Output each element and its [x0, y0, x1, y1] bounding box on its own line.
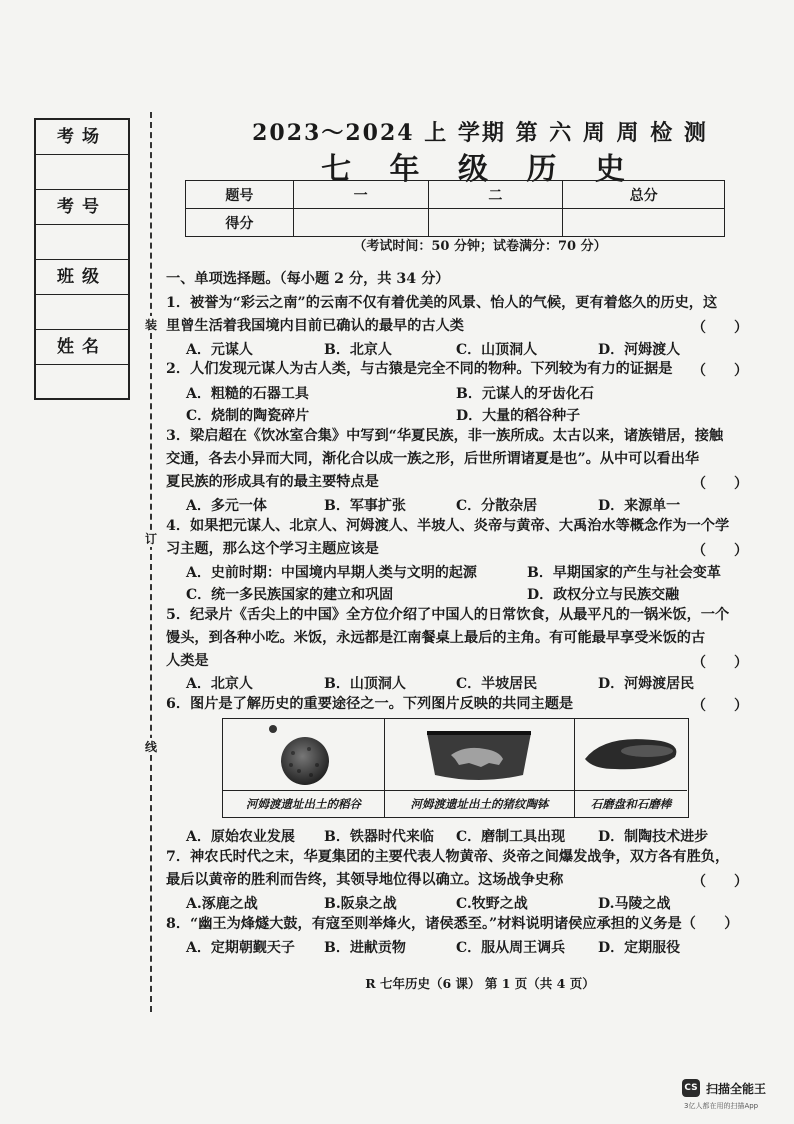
score-header-total: 总分: [563, 181, 725, 209]
blank-name: [36, 365, 128, 400]
q8-option-a: A．定期朝觐天子: [186, 940, 295, 956]
q3-answer-paren: （ ）: [692, 476, 748, 492]
q1-option-b: B．北京人: [324, 342, 392, 358]
q2-option-b: B．元谋人的牙齿化石: [456, 386, 594, 402]
q3-option-a: A．多元一体: [186, 498, 267, 514]
image-grinding-stone: [575, 719, 687, 817]
q6-option-d: D．制陶技术进步: [598, 829, 709, 845]
label-class: 班级: [36, 260, 128, 295]
subject-title: 七 年 级 历 史: [321, 152, 639, 187]
q4-line1: 4．如果把元谋人、北京人、河姆渡人、半坡人、炎帝与黄帝、大禹治水等概念作为一个学: [166, 518, 730, 534]
q4-option-c: C．统一多民族国家的建立和巩固: [186, 587, 394, 603]
score-cell: [293, 209, 428, 237]
q8-option-c: C．服从周王调兵: [456, 940, 566, 956]
q2-option-a: A．粗糙的石器工具: [186, 386, 309, 402]
q7-option-c: C.牧野之战: [456, 896, 528, 912]
image-rice-grains: [223, 719, 385, 817]
pottery-bowl-icon: [385, 719, 573, 791]
q5-option-a: A．北京人: [186, 676, 253, 692]
score-table: [185, 180, 725, 237]
q3-option-c: C．分散杂居: [456, 498, 538, 514]
score-cell: [428, 209, 563, 237]
q7-option-d: D.马陵之战: [598, 896, 671, 912]
exam-info: （考试时间：50 分钟；试卷满分：70 分）: [353, 239, 607, 254]
score-header-qnum: 题号: [186, 181, 294, 209]
q5-line3: 人类是: [166, 653, 209, 669]
q6-image-table: [222, 718, 689, 818]
q1-option-a: A．元谋人: [186, 342, 253, 358]
student-info-box: [34, 118, 130, 400]
image-caption-pottery: 河姆渡遗址出土的猪纹陶钵: [385, 790, 574, 817]
q4-line2: 习主题，那么这个学习主题应该是: [166, 541, 379, 557]
q5-option-c: C．半坡居民: [456, 676, 538, 692]
q5-line1: 5．纪录片《舌尖上的中国》全方位介绍了中国人的日常饮食，从最平凡的一锅米饭，一个: [166, 607, 730, 623]
q7-option-b: B.阪泉之战: [324, 896, 397, 912]
q8-line1: 8．“幽王为烽燧大鼓，有寇至则举烽火，诸侯悉至。”材料说明诸侯应承担的义务是（ ）: [166, 916, 739, 932]
q2-option-d: D．大量的稻谷种子: [456, 408, 581, 424]
blank-class: [36, 295, 128, 330]
page-footer: R 七年历史（6 课） 第 1 页（共 4 页）: [365, 976, 595, 991]
q6-line1: 6．图片是了解历史的重要途径之一。下列图片反映的共同主题是: [166, 696, 574, 712]
q6-option-c: C．磨制工具出现: [456, 829, 566, 845]
q6-option-a: A．原始农业发展: [186, 829, 295, 845]
binding-char-xian: 线: [144, 740, 157, 754]
image-caption-rice: 河姆渡遗址出土的稻谷: [223, 790, 384, 817]
q1-answer-paren: （ ）: [692, 320, 748, 336]
q2-answer-paren: （ ）: [692, 363, 748, 379]
label-exam-room: 考场: [36, 120, 128, 155]
image-pig-pottery: [385, 719, 575, 817]
camscanner-tagline: 3亿人都在用的扫描App: [684, 1102, 759, 1110]
blank-exam-room: [36, 155, 128, 190]
grinding-stone-icon: [575, 719, 685, 791]
q6-option-b: B．铁器时代来临: [324, 829, 434, 845]
q7-answer-paren: （ ）: [692, 874, 748, 890]
q1-line1: 1．被誉为“彩云之南”的云南不仅有着优美的风景、怡人的气候，更有着悠久的历史，这: [166, 295, 718, 311]
score-header-part2: 二: [428, 181, 563, 209]
score-header-part1: 一: [293, 181, 428, 209]
q8-option-d: D．定期服役: [598, 940, 681, 956]
score-cell: [563, 209, 725, 237]
q3-option-b: B．军事扩张: [324, 498, 406, 514]
q4-answer-paren: （ ）: [692, 543, 748, 559]
camscanner-logo-icon: CS: [682, 1079, 700, 1097]
q7-line1: 7．神农氏时代之末，华夏集团的主要代表人物黄帝、炎帝之间爆发战争，双方各有胜负，: [166, 849, 730, 865]
binding-dashed-line: [150, 112, 152, 1012]
q3-line3: 夏民族的形成具有的最主要特点是: [166, 474, 379, 490]
q3-line1: 3．梁启超在《饮冰室合集》中写到“华夏民族，非一族所成。太古以来，诸族错居，接触: [166, 428, 724, 444]
q2-option-c: C．烧制的陶瓷碎片: [186, 408, 310, 424]
label-name: 姓名: [36, 330, 128, 365]
q7-line2: 最后以黄帝的胜利而告终，其领导地位得以确立。这场战争史称: [166, 872, 564, 888]
q5-answer-paren: （ ）: [692, 655, 748, 671]
q4-option-d: D．政权分立与民族交融: [527, 587, 680, 603]
q1-line2: 里曾生活着我国境内目前已确认的最早的古人类: [166, 318, 464, 334]
q8-option-b: B．进献贡物: [324, 940, 406, 956]
score-row-label: 得分: [186, 209, 294, 237]
label-exam-number: 考号: [36, 190, 128, 225]
q6-answer-paren: （ ）: [692, 698, 748, 714]
q2-line1: 2．人们发现元谋人为古人类，与古猿是完全不同的物种。下列较为有力的证据是: [166, 361, 673, 377]
blank-exam-number: [36, 225, 128, 260]
image-caption-stone: 石磨盘和石磨棒: [575, 790, 687, 817]
q3-option-d: D．来源单一: [598, 498, 681, 514]
q1-option-c: C．山顶洞人: [456, 342, 538, 358]
rice-grain-icon: [223, 719, 383, 791]
q5-option-b: B．山顶洞人: [324, 676, 406, 692]
q1-option-d: D．河姆渡人: [598, 342, 681, 358]
exam-title: 2023～2024 上 学期 第 六 周 周 检 测: [252, 120, 708, 146]
section-heading: 一、单项选择题。（每小题 2 分，共 34 分）: [166, 271, 450, 287]
q4-option-b: B．早期国家的产生与社会变革: [527, 565, 721, 581]
binding-char-ding: 订: [144, 532, 157, 546]
q7-option-a: A.涿鹿之战: [186, 896, 258, 912]
q4-option-a: A．史前时期：中国境内早期人类与文明的起源: [186, 565, 477, 581]
binding-char-zhuang: 装: [144, 318, 157, 332]
q3-line2: 交通，各去小异而大同，渐化合以成一族之形，后世所谓诸夏是也”。从中可以看出华: [166, 451, 700, 467]
q5-option-d: D．河姆渡居民: [598, 676, 695, 692]
q5-line2: 馒头，到各种小吃。米饭，永远都是江南餐桌上最后的主角。有可能最早享受米饭的古: [166, 630, 706, 646]
camscanner-name: 扫描全能王: [706, 1082, 767, 1096]
